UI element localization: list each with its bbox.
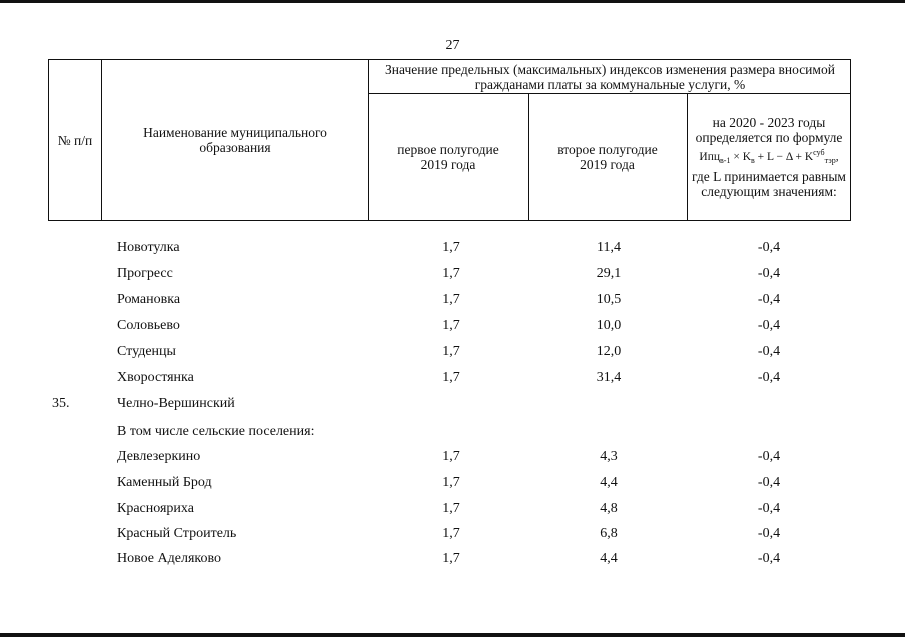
row-value-h3: -0,4 <box>757 266 781 281</box>
page-number: 27 <box>445 38 460 53</box>
formula: $Ипц_{в-1} \times K_в + L - \Delta + K^{суб}_{тэр}$, <box>699 148 839 166</box>
row-value-h3: -0,4 <box>757 501 781 516</box>
row-value-h3: -0,4 <box>757 370 781 385</box>
row-value-h3: -0,4 <box>757 344 781 359</box>
row-name: Студенцы <box>117 344 176 359</box>
row-value-h3: -0,4 <box>757 475 781 490</box>
row-name: Красный Строитель <box>117 526 237 541</box>
row-value-h1: 1,7 <box>442 475 460 490</box>
row-value-h1: 1,7 <box>442 551 460 566</box>
row-value-h2: 4,3 <box>600 449 618 464</box>
row-value-h1: 1,7 <box>442 526 460 541</box>
table-row <box>0 501 905 527</box>
row-value-h3: -0,4 <box>757 551 781 566</box>
row-value-h2: 6,8 <box>600 526 618 541</box>
table-row <box>0 240 905 266</box>
top-rule <box>0 0 905 3</box>
table-row <box>0 475 905 501</box>
row-value-h1: 1,7 <box>442 344 460 359</box>
header-col-h3 <box>688 94 850 220</box>
table-row <box>0 551 905 577</box>
header-group-title: Значение предельных (максимальных) индексов изменения размера вносимой гражданами платы за коммунальные услуги, % <box>385 61 835 92</box>
row-value-h2: 31,4 <box>596 370 622 385</box>
row-name: Краснояриха <box>117 501 194 516</box>
header-col-h2: второе полугодие 2019 года <box>557 142 658 172</box>
table-row <box>0 370 905 396</box>
row-value-h1: 1,7 <box>442 292 460 307</box>
row-name: Девлезеркино <box>117 449 201 464</box>
header-col-name: Наименование муниципального образования <box>143 125 327 155</box>
row-value-h2: 12,0 <box>596 344 622 359</box>
row-value-h1: 1,7 <box>442 501 460 516</box>
row-value-h3: -0,4 <box>757 526 781 541</box>
row-name: В том числе сельские поселения: <box>117 424 315 439</box>
row-value-h3: -0,4 <box>757 449 781 464</box>
table-header <box>48 59 851 221</box>
table-row <box>0 344 905 370</box>
row-name: Челно-Вершинский <box>117 396 235 411</box>
row-name: Прогресс <box>117 266 173 281</box>
table-row <box>0 424 905 450</box>
table-row <box>0 292 905 318</box>
row-value-h1: 1,7 <box>442 266 460 281</box>
row-name: Каменный Брод <box>117 475 212 490</box>
row-name: Новотулка <box>117 240 180 255</box>
row-value-h1: 1,7 <box>442 318 460 333</box>
row-value-h1: 1,7 <box>442 449 460 464</box>
row-value-h2: 4,4 <box>600 551 618 566</box>
header-col-number: № п/п <box>57 132 93 148</box>
row-value-h3: -0,4 <box>757 318 781 333</box>
header-col-h1: первое полугодие 2019 года <box>397 142 499 172</box>
header-col-h3-top: на 2020 - 2023 годы определяется по формуле <box>695 115 843 146</box>
row-value-h2: 29,1 <box>596 266 622 281</box>
row-value-h2: 10,0 <box>596 318 622 333</box>
table-row <box>0 526 905 552</box>
header-col-h3-bottom: где L принимается равным следующим значениям: <box>692 168 846 199</box>
row-value-h2: 4,4 <box>600 475 618 490</box>
row-number: 35. <box>52 396 70 411</box>
row-name: Новое Аделяково <box>117 551 221 566</box>
table-row <box>0 266 905 292</box>
row-value-h3: -0,4 <box>757 292 781 307</box>
table-row <box>0 449 905 475</box>
row-name: Соловьево <box>117 318 180 333</box>
row-value-h3: -0,4 <box>757 240 781 255</box>
row-name: Хворостянка <box>117 370 194 385</box>
table-row <box>0 318 905 344</box>
row-value-h2: 10,5 <box>596 292 622 307</box>
row-name: Романовка <box>117 292 181 307</box>
divider-vertical <box>101 60 102 220</box>
row-value-h1: 1,7 <box>442 370 460 385</box>
row-value-h1: 1,7 <box>442 240 460 255</box>
table-row <box>0 396 905 422</box>
row-value-h2: 4,8 <box>600 501 618 516</box>
bottom-rule <box>0 633 905 637</box>
row-value-h2: 11,4 <box>597 240 621 255</box>
